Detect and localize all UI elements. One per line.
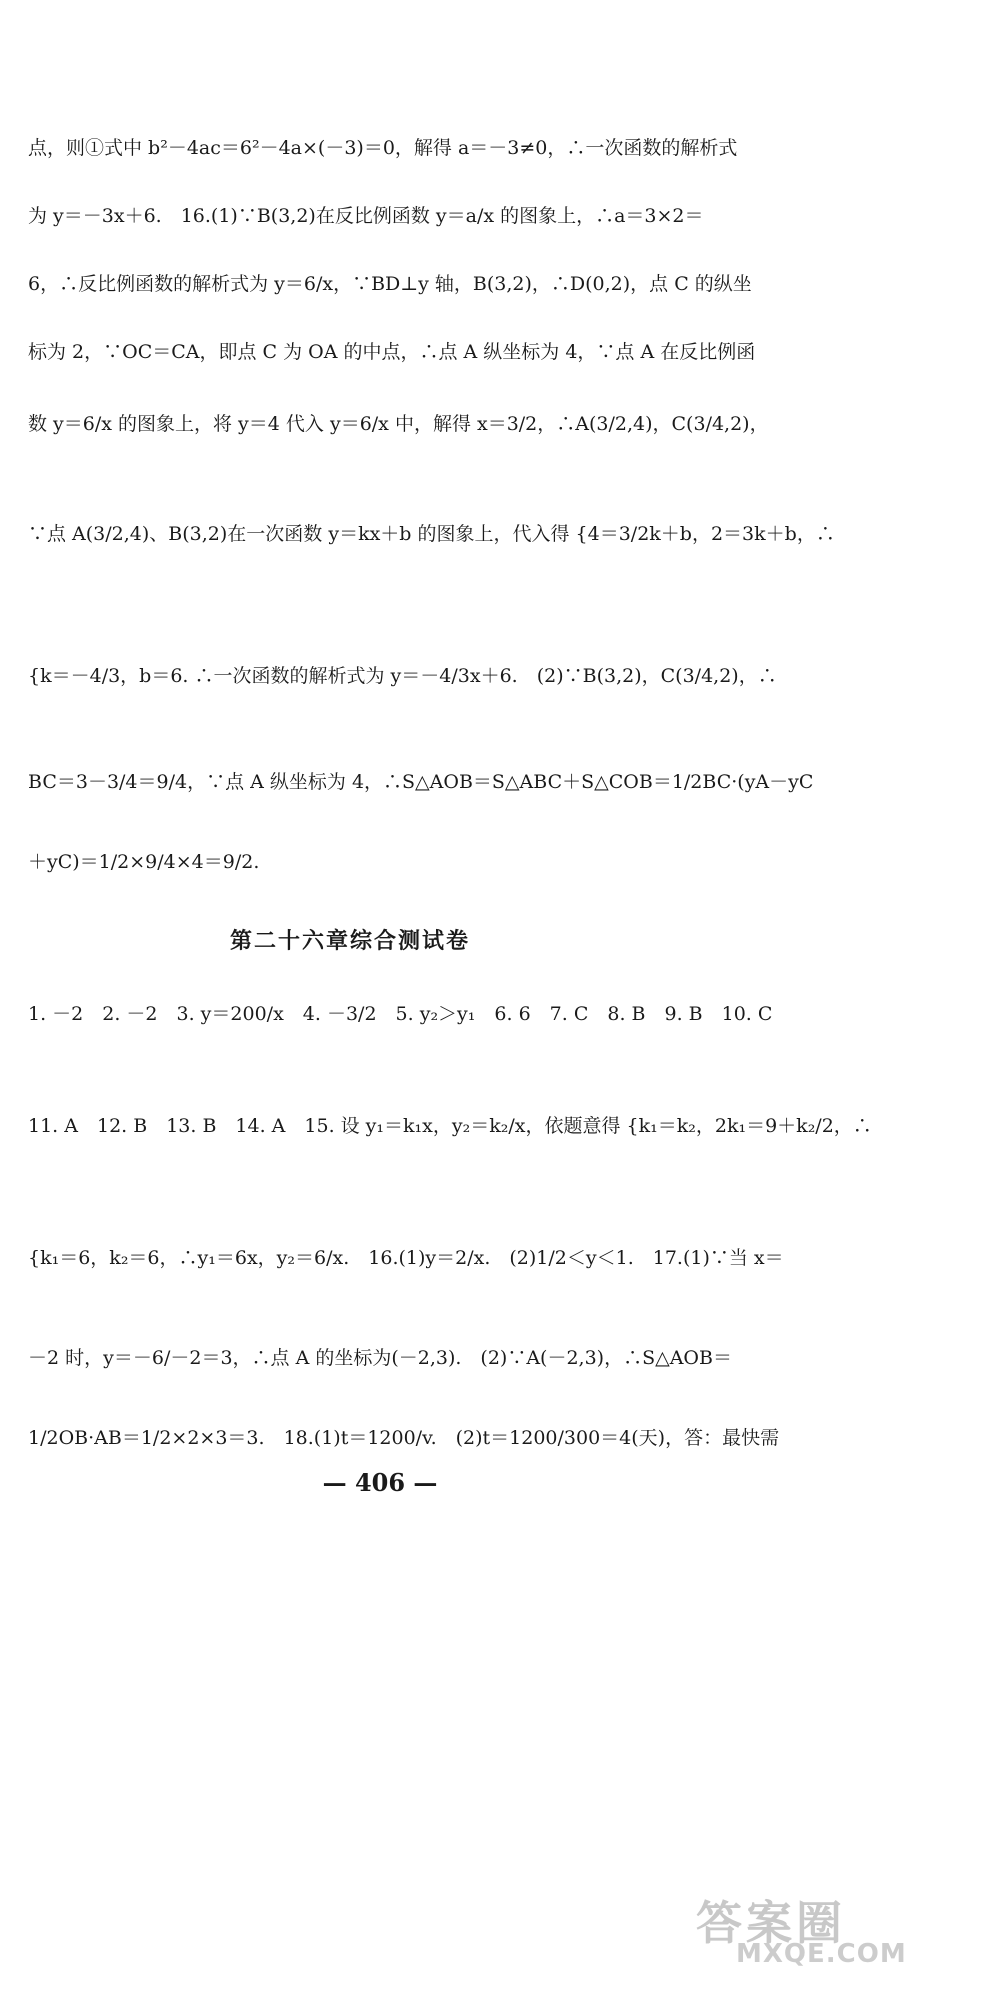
text-line-6: ∵点 A(3/2,4)、B(3,2)在一次函数 y＝kx＋b 的图象上，代入得 {4＝3/2k＋b，2＝3k＋b，∴ [28, 523, 835, 545]
text-line-5: 数 y＝6/x 的图象上，将 y＝4 代入 y＝6/x 中，解得 x＝3/2，∴A(3/2,4)，C(3/4,2)， [28, 413, 769, 435]
page-number: — 406 — [322, 1468, 438, 1497]
text-line-9: ＋yC)＝1/2×9/4×4＝9/2. [28, 851, 260, 873]
answer-line-5: 1/2OB·AB＝1/2×2×3＝3. 18.(1)t＝1200/v. (2)t＝1200/300＝4(天)，答：最快需 [28, 1427, 780, 1449]
text-line-2: 为 y＝－3x＋6. 16.(1)∵B(3,2)在反比例函数 y＝a/x 的图象上，∴a＝3×2＝ [28, 205, 704, 227]
watermark-logo [696, 1887, 956, 1977]
answer-line-1: 1. －2 2. －2 3. y＝200/x 4. －3/2 5. y₂＞y₁ 6. 6 7. C 8. B 9. B 10. C [28, 1003, 773, 1025]
text-line-3: 6，∴反比例函数的解析式为 y＝6/x，∵BD⊥y 轴，B(3,2)，∴D(0,2)，点 C 的纵坐 [28, 273, 752, 295]
answer-line-3: {k₁＝6，k₂＝6，∴y₁＝6x，y₂＝6/x. 16.(1)y＝2/x. (2)1/2＜y＜1. 17.(1)∵当 x＝ [28, 1247, 784, 1269]
text-line-7: {k＝－4/3，b＝6. ∴一次函数的解析式为 y＝－4/3x＋6. (2)∵B(3,2)，C(3/4,2)，∴ [28, 665, 777, 687]
watermark-bottom: MXQE.COM [736, 1939, 907, 1969]
answer-line-2: 11. A 12. B 13. B 14. A 15. 设 y₁＝k₁x，y₂＝k₂/x，依题意得 {k₁＝k₂，2k₁＝9＋k₂/2，∴ [28, 1115, 872, 1137]
text-line-8: BC＝3－3/4＝9/4，∵点 A 纵坐标为 4，∴S△AOB＝S△ABC＋S△COB＝1/2BC·(yA－yC [28, 771, 814, 793]
answer-line-4: －2 时，y＝－6/－2＝3，∴点 A 的坐标为(－2,3). (2)∵A(－2,3)，∴S△AOB＝ [28, 1347, 732, 1369]
text-line-1: 点，则①式中 b²－4ac＝6²－4a×(－3)＝0，解得 a＝－3≠0，∴一次函数的解析式 [28, 137, 738, 159]
text-line-4: 标为 2，∵OC＝CA，即点 C 为 OA 的中点，∴点 A 纵坐标为 4，∵点 A 在反比例函 [28, 341, 756, 363]
watermark-top: 答案圈 [696, 1896, 846, 1950]
section-title: 第二十六章综合测试卷 [229, 929, 470, 954]
